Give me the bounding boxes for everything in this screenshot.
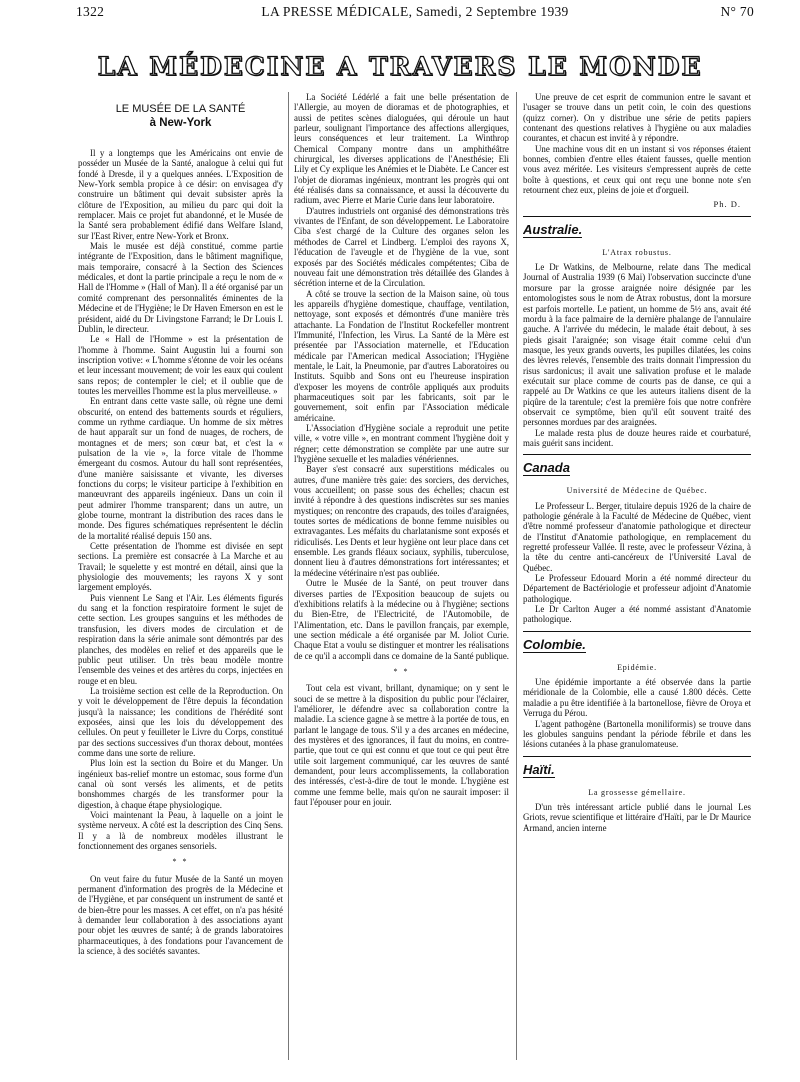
section-separator: * *: [172, 857, 189, 867]
paragraph: Cette présentation de l'homme est divisée en sept sections. La première est consacrée à La Marche et au Travail; le squelette y est montré en détail, ainsi que la physiologie des mouvements; les rayons X y sont largement employés.: [78, 541, 283, 593]
news-section-colombie: [523, 631, 751, 750]
page-header: [76, 4, 754, 22]
paragraph: Le Professeur Edouard Morin a été nommé directeur du Département de Bactériologie et professeur adjoint d'Anatomie pathologique.: [523, 573, 751, 604]
news-section-haiti: [523, 756, 751, 833]
paragraph: Le Dr Carlton Auger a été nommé assistant d'Anatomie pathologique.: [523, 604, 751, 625]
column-3: [523, 92, 751, 833]
paragraph: L'agent pathogène (Bartonella moniliformis) se trouve dans les globules sanguins pendant la période fébrile et dans les lésions cutanées à la phase granulomateuse.: [523, 718, 751, 750]
column-divider: [516, 92, 517, 1060]
news-section-canada: [523, 454, 751, 624]
paragraph: Outre le Musée de la Santé, on peut trouver dans diverses parties de l'Exposition beaucoup de sujets ou d'exhibitions relatifs à la médecine ou à l'hygiène; sections du Bien-Etre, de l'Electricité, de l'Automobile, de l'Alimentation, etc. Dans le pavillon français, par exemple, une section médicale a été organisée par M. Joliot Curie. Chaque Etat a voulu se distinguer et montrer les réalisations de ce qu'il a accompli dans ce domaine de la Santé publique.: [294, 578, 509, 661]
section-subhead: Epidémie.: [617, 662, 657, 672]
column-divider: [288, 92, 289, 1060]
article-title: LE MUSÉE DE LA SANTÉ: [115, 103, 246, 115]
paragraph: D'un très intéressant article publié dans le journal Les Griots, revue scientifique et littéraire d'Haïti, par le Dr Maurice Armand, ancien interne: [523, 801, 751, 833]
paragraph: Le malade resta plus de douze heures raide et courbaturé, mais guérit sans incident.: [523, 427, 751, 448]
column-1: [78, 92, 283, 956]
paragraph: Voici maintenant la Peau, à laquelle on a joint le système nerveux. A côté est la description des Cinq Sens. Il y a là de nombreux modèles illustrant le fonctionnement des organes sensoriels.: [78, 810, 283, 852]
paragraph: Tout cela est vivant, brillant, dynamique; on y sent le souci de se mettre à la disposition du public pour l'éclairer, l'améliorer, le défendre avec sa collaboration contre la maladie. La science gagne à se mettre à la portée de tous, en parlant le langage de tous. S'il y a des arcanes en médecine, des mystères et des ignorances, il faut du moins, en contre-partie, que tout ce qui est connu et que tout ce qui peut être utile soit largement communiqué, car les œuvres de santé demandent, pour leurs accomplissements, la collaboration des intéressés, c'est-à-dire de tout le monde. L'hygiène est comme une femme belle, mais qu'on ne saurait imposer: il faut l'épouser pour en jouir.: [294, 683, 509, 808]
section-banner: LA MÉDECINE A TRAVERS LE MONDE: [97, 52, 703, 81]
paragraph: On veut faire du futur Musée de la Santé un moyen permanent d'information des progrès de la Médecine et de l'Hygiène, et par conséquent un instrument de santé et de bien-être pour les masses. A cet effet, on n'a pas hésité à demander leur collaboration à des associations ayant pour objet les œuvres de santé; à de grands laboratoires pharmaceutiques, à des fondations pour l'avancement de la science, à des sociétés savantes.: [78, 873, 283, 957]
section-subhead: L'Atrax robustus.: [602, 247, 672, 257]
paragraph: Une épidémie importante a été observée dans la partie méridionale de la Colombie, elle a causé 1.800 décès. Cette maladie a pu être identifiée à la bartonellose, fièvre de Oroya et Verruga du Pérou.: [523, 677, 751, 719]
paragraph: Le Professeur L. Berger, titulaire depuis 1926 de la chaire de pathologie générale à la Faculté de Médecine de Québec, vient d'être nommé professeur d'anatomie pathologique et directeur de l'Institut d'Anatomie pathologique, en remplacement du regretté professeur Vallée. Il reste, avec le professeur Vézina, à la tête du centre anti-cancéreux de l'Université Laval de Québec.: [523, 500, 751, 573]
journal-title: LA PRESSE MÉDICALE, Samedi, 2 Septembre 1939: [261, 4, 569, 19]
paragraph: En entrant dans cette vaste salle, où règne une demi obscurité, on entend des battements sourds et réguliers, comme un rythme cardiaque. Un homme de six mètres de haut apparaît sur un fond de nuages, de rochers, de montagnes et de mers; son cœur bat, et c'est la « pulsation de la vie », la force vitale de l'homme émergeant du cosmos. Autour du hall sont représentées, d'une manière saisissante et vivante, les diverses fonctions du corps; le visiteur participe à l'exhibition en manœuvrant des appareils ingénieux. Dans un coin il peut admirer l'homme transparent; dans un autre, un globe tourne, montrant la distribution des races dans le monde. Des figures schématiques représentent le déclin de la mortalité réalisé depuis 150 ans.: [78, 396, 283, 541]
paragraph: Le « Hall de l'Homme » est la présentation de l'homme à l'homme. Saint Augustin lui a fourni son inscription votive: « L'homme s'étonne de voir les océans et leur incessant mouvement; de voir les eaux qui coulent sans repos; de contempler le ciel; et il oublie que de toutes les merveilles l'homme est la plus merveilleuse. »: [78, 334, 283, 396]
article-heading: [78, 102, 283, 130]
section-title: Australie.: [523, 221, 583, 237]
page-number: 1322: [76, 4, 105, 19]
section-title: Canada: [523, 460, 570, 476]
paragraph: D'autres industriels ont organisé des démonstrations très vivantes de l'Enfant, de son développement. Le Laboratoire Ciba s'est chargé de la Culture des organes selon les méthodes de Carrel et Lindberg. L'emploi des rayons X, l'éducation de l'aveugle et de l'hygiène de la vue, sont exposés par des Sociétés médicales compétentes; Ciba de nouveau fait une démonstration très détaillée des Glandes à sécrétion interne et de la Circulation.: [294, 205, 509, 289]
signature: Ph. D.: [713, 199, 741, 210]
paragraph: L'Association d'Hygiène sociale a reproduit une petite ville, « votre ville », en montrant comment l'hygiène doit y régner; cette démonstration se complète par une autre sur l'hygiène sexuelle et les maladies vénériennes.: [294, 423, 509, 465]
article-subtitle: à New-York: [149, 117, 212, 129]
section-title: Colombie.: [523, 636, 586, 652]
paragraph: La Société Lédérlé a fait une belle présentation de l'Allergie, au moyen de dioramas et de photographies, et aussi de petites scènes dialoguées, qui déroule un haut parleur, soulignant l'importance des affections allergiques, leurs conséquences et leur traitement. La Winthrop Chemical Company montre dans un amphithéâtre chirurgical, les diverses applications de l'Anesthésie; Eli Lily et Cy explique les Anémies et le Diabète. Le Cancer est l'objet de dioramas ingénieux, montrant les progrès qui ont été réalisés dans sa connaissance, et aussi la découverte du radium, avec Pierre et Marie Curie dans leur laboratoire.: [294, 92, 509, 206]
news-section-australie: [523, 216, 751, 449]
issue-number: N° 70: [720, 4, 754, 19]
paragraph: Une machine vous dit en un instant si vos réponses étaient bonnes, combien d'entre elles étaient fausses, quelle mention vous avez méritée. Les visiteurs s'empressent auprès de cette boîte à questions, et ceux qui ont reçu une bonne note s'en retournent chez eux, pleins de joie et d'orgueil.: [523, 143, 751, 196]
paragraph: La troisième section est celle de la Reproduction. On y voit le développement de l'être depuis la fécondation jusqu'à la naissance; les conditions de l'hérédité sont exposées, ainsi que les lois du développement des cellules. On peut y feuilleter le Livre du Corps, constitué par des sections successives d'un thorax debout, montées comme dans une sorte de reliure.: [78, 685, 283, 758]
section-title: Haïti.: [523, 761, 555, 777]
paragraph: A côté se trouve la section de la Maison saine, où tous les appareils d'hygiène domestique, chauffage, ventilation, nettoyage, sont exposés et démontrés d'une manière très attachante. La Fondation de l'Institut Rockefeller montrent l'Immunité, l'Infection, les Virus. La Santé de la Mère est présentée par l'Association maternelle, et l'Education médicale par l'American medical Association; l'Hygiène mentale, le Lait, la Pneumonie, par d'autres Laboratoires ou Instituts. Squibb and Sons ont eu l'heureuse inspiration d'exposer les moyens de contrôle appliqués aux produits pharmaceutiques soit par les fabricants, soit par le gouvernement, soit enfin par l'Association médicale américaine.: [294, 288, 509, 423]
paragraph: Plus loin est la section du Boire et du Manger. Un ingénieux bas-relief montre un estomac, sous forme d'un canal où sont versés les aliments, et de petits bonshommes chargés de les transformer pour la digestion, à chaque étape physiologique.: [78, 758, 283, 810]
paragraph: Mais le musée est déjà constitué, comme partie intégrante de l'Exposition, dans le bâtiment magnifique, mais temporaire, consacré à la Section des Sciences médicales, et dont la partie principale a reçu le nom de « Hall de l'Homme » (Hall of Man). Il a été organisé par un comité comprenant des personnalités éminentes de la Médecine et de l'Hygiène; le Dr Haven Emerson en est le président, aidé du Dr Livingstone Farrand; le Dr Louis I. Dublin, le directeur.: [78, 241, 283, 334]
paragraph: Une preuve de cet esprit de communion entre le savant et l'usager se trouve dans un petit coin, le coin des questions (quizz corner). On y distribue une série de petits papiers contenant des questions relatives à l'hygiène ou aux maladies courantes, et chacun est invité à y répondre.: [523, 92, 751, 144]
section-subhead: Université de Médecine de Québec.: [566, 486, 708, 496]
section-separator: * *: [393, 666, 410, 676]
section-subhead: La grossesse gémellaire.: [588, 787, 686, 797]
paragraph: Il y a longtemps que les Américains ont envie de posséder un Musée de la Santé, analogue à celui qui fut fondé à Dresde, il y a quelques années. L'Exposition de New-York sembla propice à ce désir: on envisagea d'y construire un bâtiment qui devait subsister après la clôture de l'Exposition, au milieu du parc qui doit la remplacer. Mais ce projet fut abandonné, et le Musée de la Santé sera probablement édifié dans Welfare Island, sur l'East River, entre New-York et Bronx.: [78, 148, 283, 241]
paragraph: Le Dr Watkins, de Melbourne, relate dans The medical Journal of Australia 1939 (6 Mai) l'observation succincte d'une morsure par la grosse araignée noire désignée par les entomologistes sous le nom de Atrax robustus, dont la morsure est parfois mortelle. Le patient, un homme de 5½ ans, avait été mordu à la face palmaire de la dernière phalange de l'annulaire gauche. A l'arrivée du médecin, le malade était debout, à ses pieds gisait l'araignée; son visage était comme celui d'un masque, les yeux grands ouverts, les pupilles dilatées, les coins des lèvres relevés, l'ensemble des traits donnait l'impression du risus sardonicus; il avait une salivation profuse et le malade exécutait sur place comme de courts pas de danse, ce qui a rappelé au Dr Watkins ce que les auteurs italiens disent de la piqûre de la tarentule; c'est la première fois que notre confrère observait ce symptôme, bien qu'il eût souvent traité des personnes mordues par des araignées.: [523, 262, 751, 428]
column-2: [294, 92, 509, 807]
paragraph: Bayer s'est consacré aux superstitions médicales ou autres, d'une manière très gaie: des sorciers, des derviches, vous accueillent; on passe sous des échelles; chacun est invité à répondre à des questions indiscrètes sur ses manies mystiques; on rencontre des crapauds, des toiles d'araignées, toutes sortes de médications de bonne femme nuisibles ou extravagantes. Les méfaits du charlatanisme sont exposés et ridiculisés. Les Dents et leur hygiène ont leur place dans cet ensemble. Les grands fléaux sociaux, syphilis, tuberculose, donnent lieu à d'autres démonstrations fort intéressantes; et la médecine vétérinaire n'est pas oubliée.: [294, 464, 509, 578]
paragraph: Puis viennent Le Sang et l'Air. Les éléments figurés du sang et la fonction respiratoire forment le sujet de cette section. Les groupes sanguins et les méthodes de transfusion, les divers modes de circulation et de respiration dans la série animale sont démontrés par des planches, des modèles en relief et des appareils que le public peut utiliser. Un très beau modèle montre l'ensemble des veines et des artères du corps, injectées en rouge et en bleu.: [78, 592, 283, 686]
